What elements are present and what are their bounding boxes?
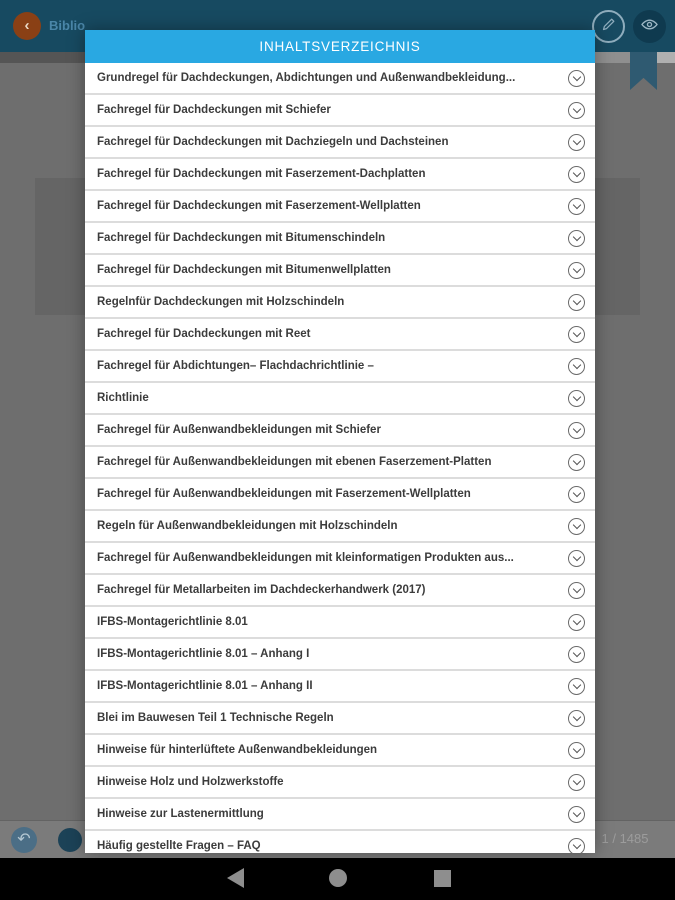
toc-item-label: Fachregel für Außenwandbekleidungen mit kleinformatigen Produkten aus... — [97, 552, 514, 564]
back-button[interactable] — [13, 12, 41, 40]
toc-item-label: Hinweise Holz und Holzwerkstoffe — [97, 776, 284, 788]
chevron-down-icon[interactable] — [568, 358, 585, 375]
toc-item-label: Fachregel für Dachdeckungen mit Bitumenschindeln — [97, 232, 386, 244]
nav-home-button[interactable] — [329, 869, 347, 887]
toc-item-label: IFBS-Montagerichtlinie 8.01 – Anhang I — [97, 648, 310, 660]
chevron-down-icon[interactable] — [568, 550, 585, 567]
toc-item-label: Fachregel für Dachdeckungen mit Reet — [97, 328, 311, 340]
pencil-icon — [600, 16, 617, 38]
toc-item[interactable] — [85, 799, 595, 831]
toc-item[interactable] — [85, 415, 595, 447]
toc-item[interactable] — [85, 255, 595, 287]
toc-item-label: Fachregel für Dachdeckungen mit Bitumenwellplatten — [97, 264, 391, 276]
toc-title: INHALTSVERZEICHNIS — [259, 39, 421, 54]
page-slider-thumb[interactable] — [58, 828, 82, 852]
toc-item[interactable] — [85, 767, 595, 799]
toc-item-label: Hinweise für hinterlüftete Außenwandbekleidungen — [97, 744, 378, 756]
chevron-down-icon[interactable] — [568, 774, 585, 791]
toc-item[interactable] — [85, 63, 595, 95]
chevron-down-icon[interactable] — [568, 838, 585, 854]
chevron-down-icon[interactable] — [568, 582, 585, 599]
chevron-down-icon[interactable] — [568, 678, 585, 695]
toc-item[interactable] — [85, 447, 595, 479]
chevron-down-icon[interactable] — [568, 166, 585, 183]
toc-item[interactable] — [85, 191, 595, 223]
toc-item[interactable] — [85, 127, 595, 159]
toc-item[interactable] — [85, 479, 595, 511]
eye-icon — [640, 15, 659, 39]
toc-item[interactable] — [85, 831, 595, 853]
toc-item-label: Fachregel für Dachdeckungen mit Schiefer — [97, 104, 331, 116]
chevron-down-icon[interactable] — [568, 742, 585, 759]
chevron-down-icon[interactable] — [568, 262, 585, 279]
page-shadow-strip — [0, 52, 85, 63]
toc-item[interactable] — [85, 575, 595, 607]
toc-item[interactable] — [85, 671, 595, 703]
toc-item-label: Regeln für Außenwandbekleidungen mit Holzschindeln — [97, 520, 398, 532]
toc-item-label: Richtlinie — [97, 392, 149, 404]
library-label[interactable]: Biblio — [49, 18, 86, 33]
chevron-down-icon[interactable] — [568, 326, 585, 343]
chevron-down-icon[interactable] — [568, 422, 585, 439]
chevron-down-icon[interactable] — [568, 134, 585, 151]
toc-item[interactable] — [85, 159, 595, 191]
chevron-down-icon[interactable] — [568, 70, 585, 87]
annotate-button[interactable] — [592, 10, 625, 43]
toc-item-label: Häufig gestellte Fragen – FAQ — [97, 840, 261, 852]
undo-button[interactable] — [11, 827, 37, 853]
toc-item[interactable] — [85, 383, 595, 415]
chevron-down-icon[interactable] — [568, 710, 585, 727]
bookmark-ribbon-icon[interactable] — [630, 52, 657, 90]
toc-item-label: Grundregel für Dachdeckungen, Abdichtungen und Außenwandbekleidung... — [97, 72, 516, 84]
toc-item-label: Blei im Bauwesen Teil 1 Technische Regeln — [97, 712, 334, 724]
android-nav-bar — [0, 858, 675, 900]
toc-item-label: IFBS-Montagerichtlinie 8.01 — [97, 616, 248, 628]
toc-item-label: Fachregel für Dachdeckungen mit Faserzement-Dachplatten — [97, 168, 426, 180]
toc-item-label: Fachregel für Dachdeckungen mit Faserzement-Wellplatten — [97, 200, 421, 212]
toc-item[interactable] — [85, 319, 595, 351]
toc-header — [85, 30, 595, 63]
toc-item-label: Fachregel für Metallarbeiten im Dachdeckerhandwerk (2017) — [97, 584, 426, 596]
toc-item[interactable] — [85, 95, 595, 127]
toc-item[interactable] — [85, 735, 595, 767]
toc-item-label: Fachregel für Dachdeckungen mit Dachziegeln und Dachsteinen — [97, 136, 449, 148]
chevron-down-icon[interactable] — [568, 806, 585, 823]
back-chevron-icon: ‹ — [24, 16, 30, 34]
toc-item-label: Hinweise zur Lastenermittlung — [97, 808, 264, 820]
toc-item-label: Fachregel für Außenwandbekleidungen mit Schiefer — [97, 424, 381, 436]
toc-item-label: Fachregel für Außenwandbekleidungen mit ebenen Faserzement-Platten — [97, 456, 492, 468]
toc-item[interactable] — [85, 223, 595, 255]
toc-item-label: Fachregel für Abdichtungen– Flachdachrichtlinie – — [97, 360, 374, 372]
toc-item[interactable] — [85, 287, 595, 319]
page-indicator: 1 / 1485 — [601, 831, 649, 846]
chevron-down-icon[interactable] — [568, 454, 585, 471]
toc-item-label: Fachregel für Außenwandbekleidungen mit Faserzement-Wellplatten — [97, 488, 471, 500]
toc-item[interactable] — [85, 543, 595, 575]
chevron-down-icon[interactable] — [568, 646, 585, 663]
chevron-down-icon[interactable] — [568, 614, 585, 631]
nav-recents-button[interactable] — [434, 870, 451, 887]
toc-item[interactable] — [85, 511, 595, 543]
undo-arrow-icon: ↶ — [17, 831, 31, 848]
toc-dialog — [85, 30, 595, 853]
chevron-down-icon[interactable] — [568, 518, 585, 535]
chevron-down-icon[interactable] — [568, 198, 585, 215]
chevron-down-icon[interactable] — [568, 390, 585, 407]
toc-item[interactable] — [85, 703, 595, 735]
chevron-down-icon[interactable] — [568, 230, 585, 247]
nav-back-button[interactable] — [227, 868, 244, 888]
chevron-down-icon[interactable] — [568, 102, 585, 119]
toc-item[interactable] — [85, 607, 595, 639]
toc-item[interactable] — [85, 639, 595, 671]
toc-item[interactable] — [85, 351, 595, 383]
toc-item-label: IFBS-Montagerichtlinie 8.01 – Anhang II — [97, 680, 313, 692]
chevron-down-icon[interactable] — [568, 486, 585, 503]
view-button[interactable] — [633, 10, 666, 43]
chevron-down-icon[interactable] — [568, 294, 585, 311]
toc-list — [85, 63, 595, 853]
toc-item-label: Regelnfür Dachdeckungen mit Holzschindeln — [97, 296, 345, 308]
